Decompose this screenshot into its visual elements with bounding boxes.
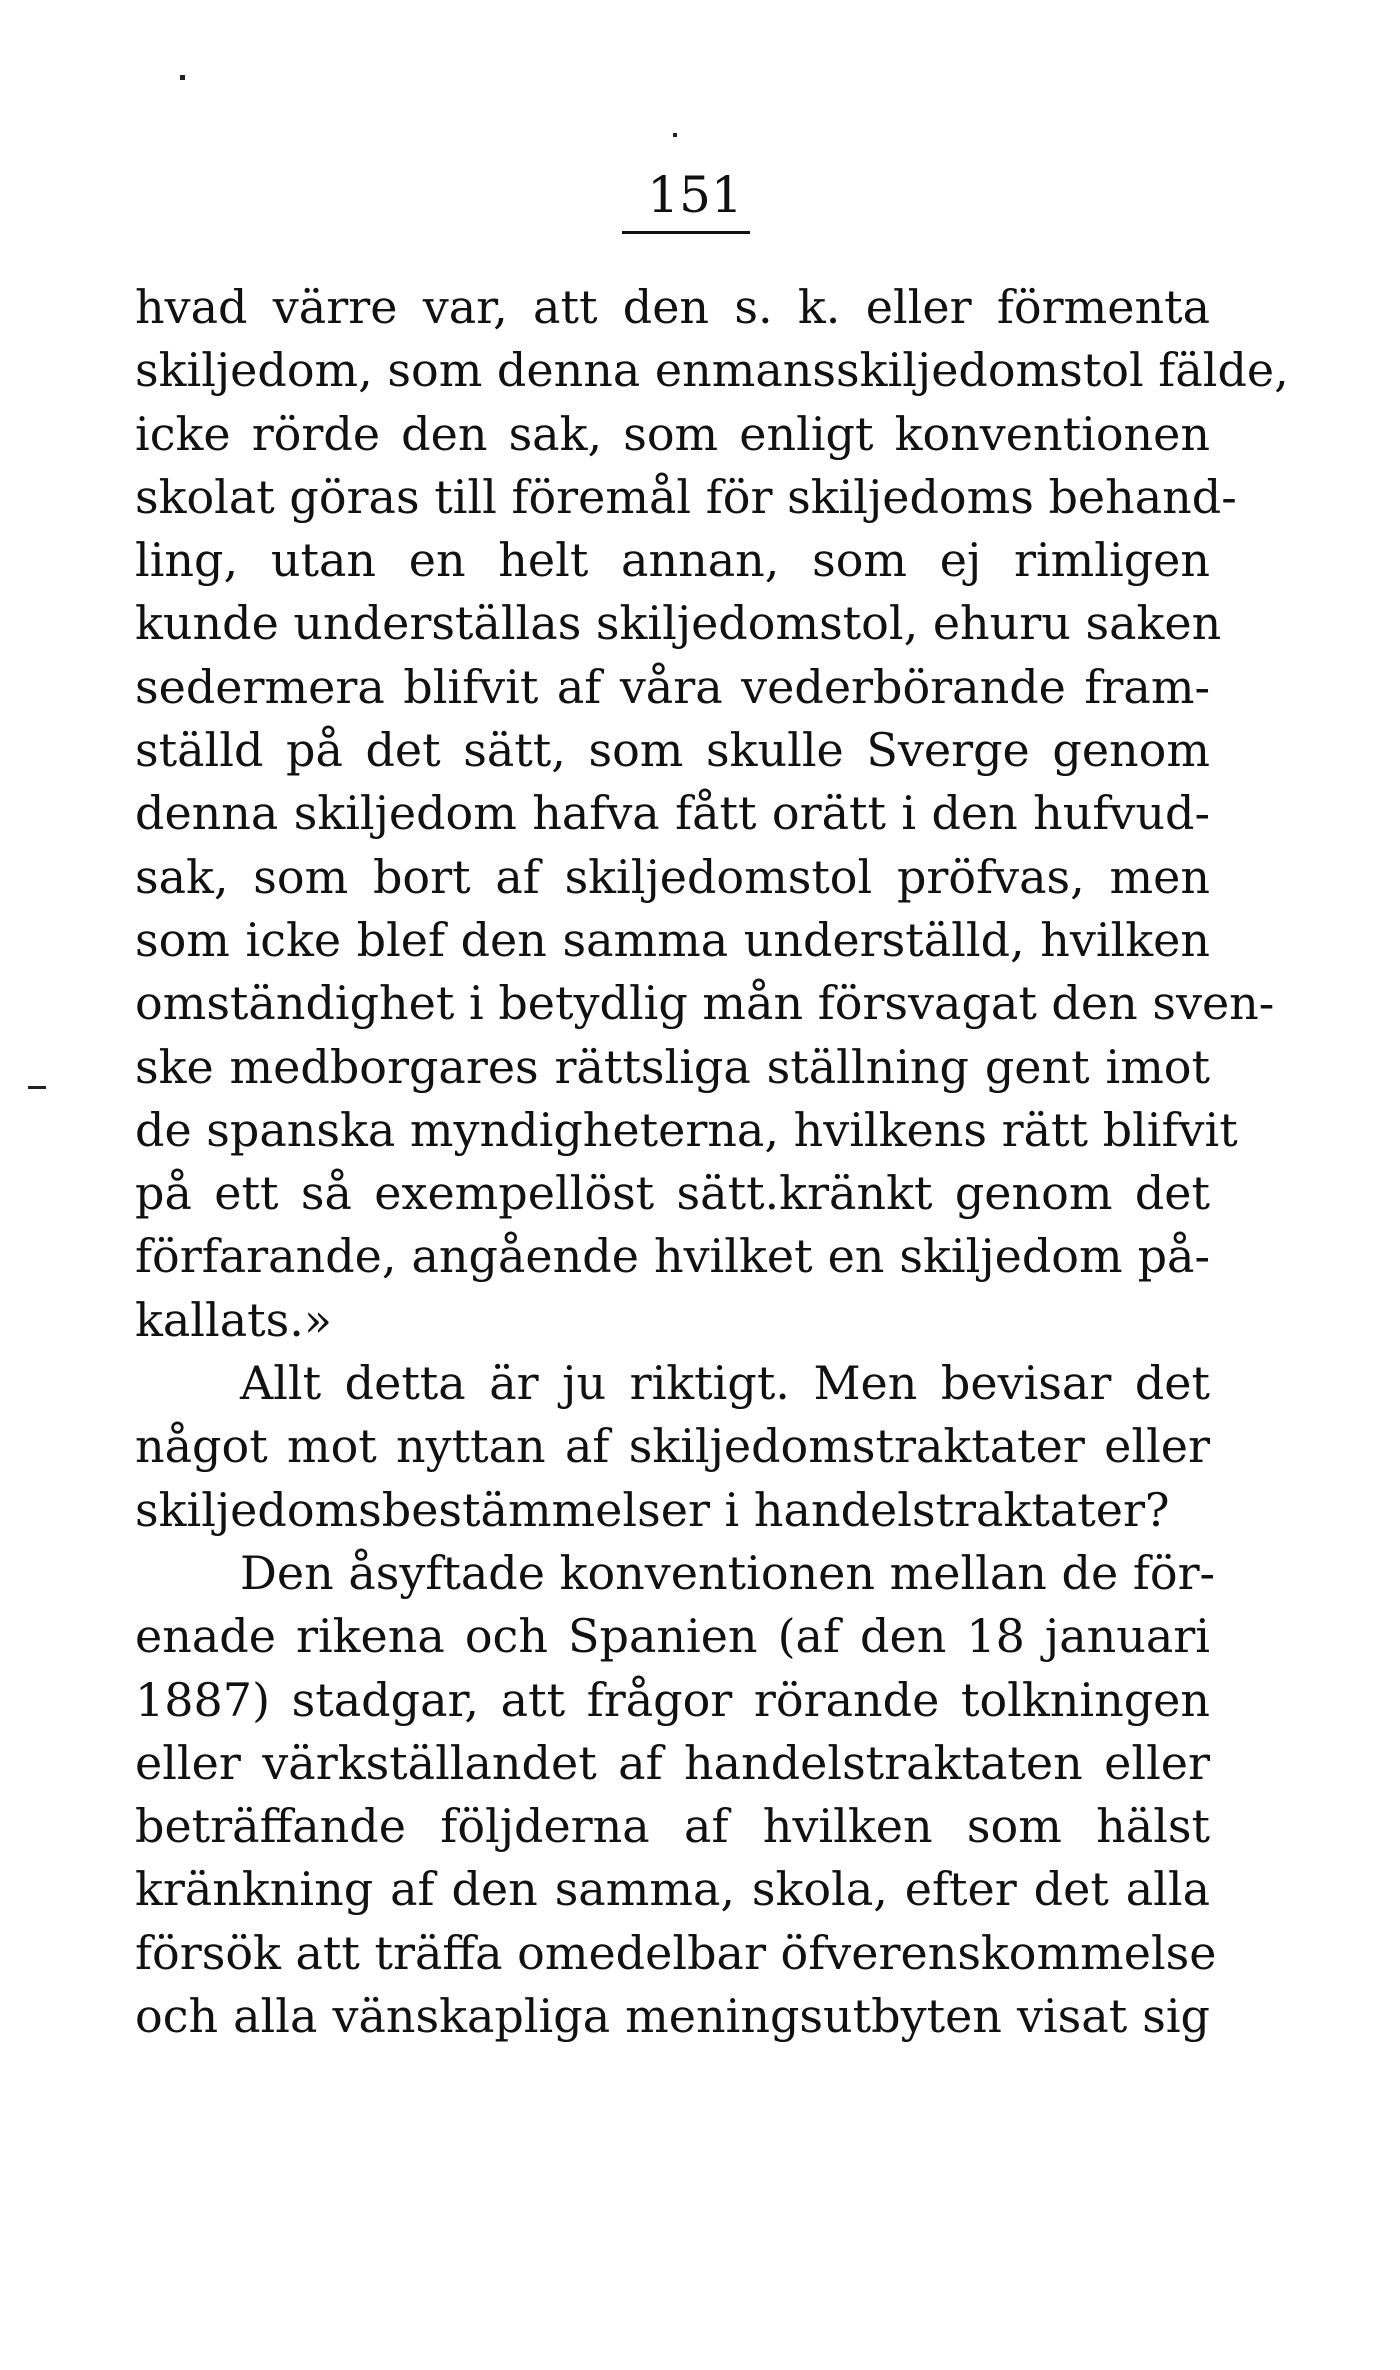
text-line: denna skiljedom hafva fått orätt i den hufvud- <box>135 786 1210 841</box>
text-line: ställd på det sätt, som skulle Sverge genom <box>135 723 1210 778</box>
text-line: kunde underställas skiljedomstol, ehuru saken <box>135 596 1222 651</box>
speck-left <box>28 1086 46 1089</box>
text-line: sedermera blifvit af våra vederbörande fram- <box>135 659 1210 714</box>
text-line: beträffande följderna af hvilken som hälst <box>135 1799 1210 1854</box>
text-line: omständighet i betydlig mån försvagat den sven- <box>135 976 1275 1031</box>
text-line: ske medborgares rättsliga ställning gent imot <box>135 1039 1210 1094</box>
body-text <box>135 276 1289 2048</box>
text-line: eller värkställandet af handelstraktaten eller <box>135 1735 1210 1790</box>
speck-top <box>180 75 185 80</box>
page-number-rule <box>622 231 750 234</box>
text-line: ling, utan en helt annan, som ej rimligen <box>135 533 1210 588</box>
text-line: Allt detta är ju riktigt. Men bevisar det <box>240 1356 1210 1411</box>
text-line: enade rikena och Spanien (af den 18 januari <box>135 1609 1210 1664</box>
page-number: 151 <box>647 166 743 224</box>
text-line: skiljedomsbestämmelser i handelstraktater? <box>135 1482 1170 1537</box>
text-line: hvad värre var, att den s. k. eller förmenta <box>135 280 1210 334</box>
text-line: och alla vänskapliga meningsutbyten visat sig <box>135 1989 1210 2044</box>
text-line: något mot nyttan af skiljedomstraktater eller <box>135 1419 1210 1474</box>
text-line: sak, som bort af skiljedomstol pröfvas, men <box>135 849 1210 904</box>
text-line: icke rörde den sak, som enligt konventionen <box>135 406 1210 461</box>
text-line: skolat göras till föremål för skiljedoms behand- <box>135 469 1237 524</box>
text-line: förfarande, angående hvilket en skiljedom på- <box>135 1229 1210 1284</box>
text-line: de spanska myndigheterna, hvilkens rätt blifvit <box>135 1102 1238 1157</box>
text-line: som icke blef den samma underställd, hvilken <box>135 912 1210 967</box>
text-line: 1887) stadgar, att frågor rörande tolkningen <box>135 1672 1210 1727</box>
text-line: Den åsyftade konventionen mellan de för- <box>240 1545 1216 1600</box>
speck-upper <box>673 133 677 137</box>
text-line: försök att träffa omedelbar öfverenskommelse <box>135 1925 1217 1980</box>
text-line: kallats.» <box>135 1292 333 1347</box>
text-line: på ett så exempellöst sätt.kränkt genom det <box>135 1166 1210 1221</box>
text-line: kränkning af den samma, skola, efter det alla <box>135 1862 1210 1917</box>
text-line: skiljedom, som denna enmansskiljedomstol fälde, <box>135 343 1289 398</box>
